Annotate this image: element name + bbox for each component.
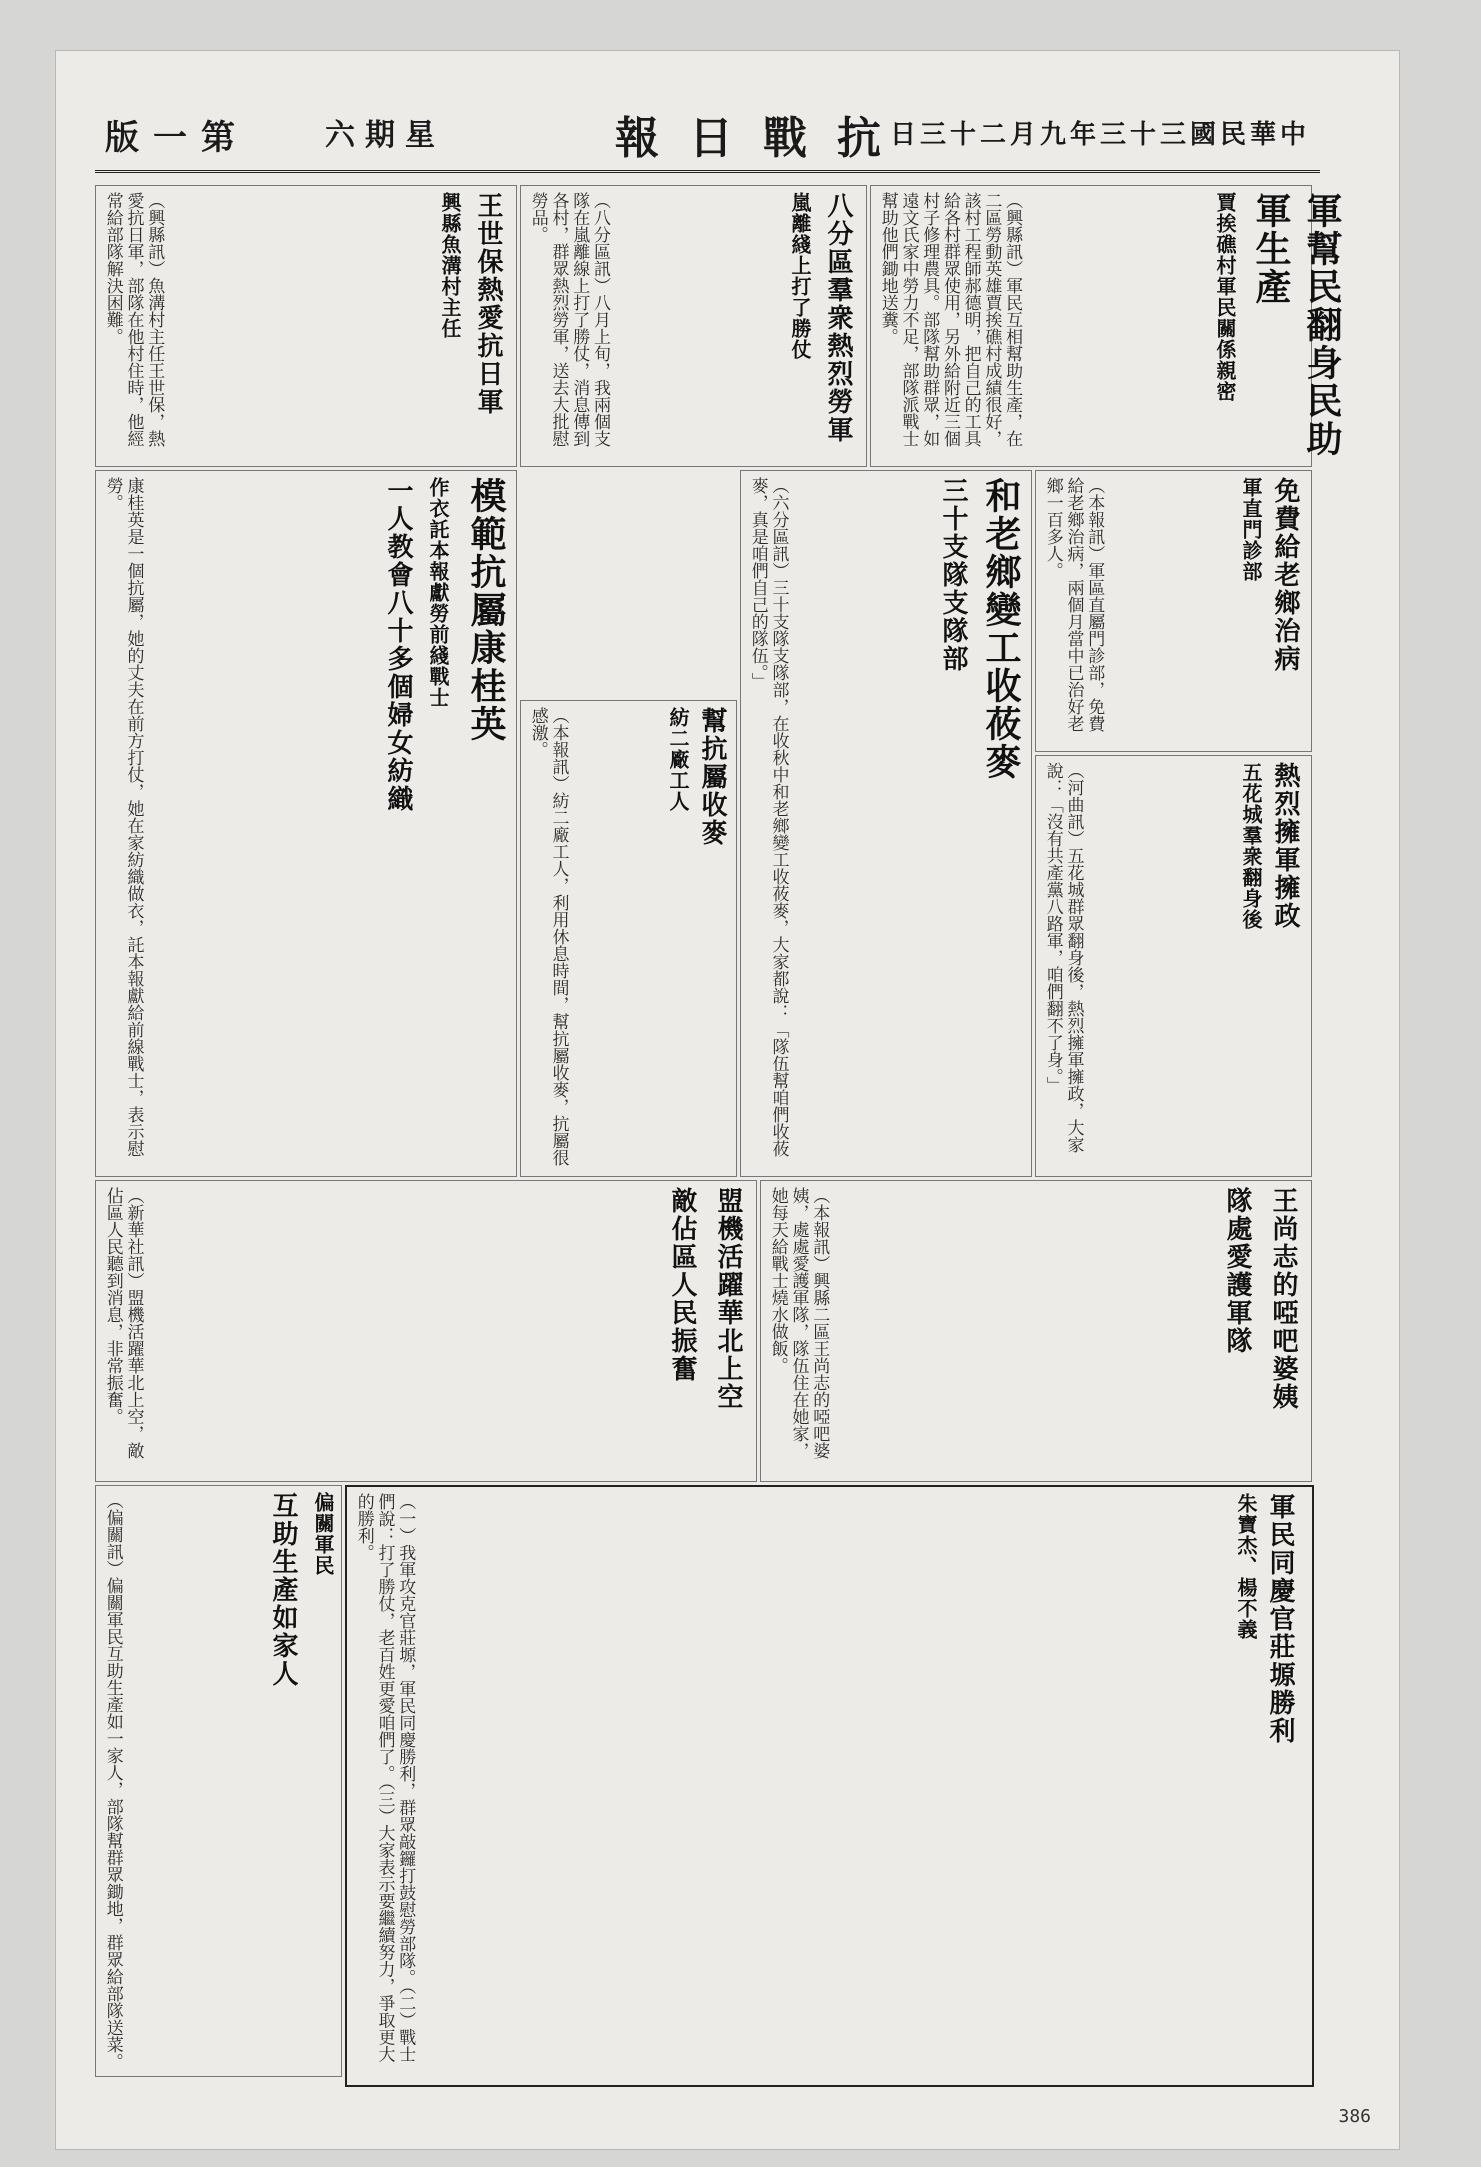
- kicker: 嵐離綫上打了勝仗: [788, 192, 812, 360]
- headline: 幫抗屬收麥: [697, 707, 727, 847]
- headline: 免費給老鄉治病: [1270, 477, 1300, 673]
- article-clinic: [1035, 470, 1312, 752]
- kicker: 興縣魚溝村主任: [438, 192, 462, 339]
- page-label: 版一第: [105, 118, 249, 158]
- article-body: （六分區訊）三十支隊支隊部，在收秋中和老鄉變工收莜麥，大家都說：「隊伍幫咱們收莜麥，真是咱們自己的隊伍。」: [747, 477, 789, 1157]
- headline: 軍幫民翻身民助軍生產: [1250, 192, 1342, 458]
- kicker: 賈挨礁村軍民關係親密: [1213, 192, 1237, 402]
- article-second-textile-factory: [520, 700, 737, 1177]
- headline: 王世保熱愛抗日軍: [473, 192, 503, 416]
- article-allied-planes: [95, 1180, 757, 1482]
- article-body: （本報訊）興縣二區王尚志的啞吧婆姨，處處愛護軍隊，隊伍住在她家，她每天給戰士燒水做飯。: [767, 1187, 830, 1459]
- subheadline: 一人教會八十多個婦女紡織: [383, 477, 413, 813]
- headline: 軍民同慶官莊塬勝利: [1265, 1493, 1295, 1745]
- article-body: （八分區訊）八月上旬，我兩個支隊在嵐離線上打了勝仗，消息傳到各村，群眾熱烈勞軍，送去大批慰勞品。: [527, 192, 610, 447]
- article-body: （興縣訊）軍民互相幫助生產，在二區勞動英雄賈挨礁村成績很好，該村工程師郝德明，把自己的工具給各村群眾使用，另外給附近三個村子修理農具。部隊幫助群眾，如遠文氏家中勞力不足，部隊派戰士幫助他們鋤地送糞。: [877, 192, 1023, 447]
- article-army-helps-people: [870, 185, 1342, 467]
- article-guanzhuangyuan: [345, 1485, 1314, 2087]
- page-number: 386: [1338, 2106, 1371, 2127]
- weekday-label: 六期星: [325, 118, 445, 153]
- masthead: [95, 100, 1320, 173]
- kicker: 作衣託本報獻勞前綫戰士: [426, 477, 450, 708]
- byline: 朱寶杰、楊不義: [1234, 1493, 1258, 1640]
- headline: 八分區羣衆熱烈勞軍: [823, 192, 853, 444]
- kicker: 軍直門診部: [1239, 477, 1263, 582]
- article-wang-shibao: [95, 185, 517, 467]
- article-mute-wife: [760, 1180, 1312, 1482]
- article-body: （偏關訊）偏關軍民互助生產如一家人，部隊幫群眾鋤地，群眾給部隊送菜。: [102, 1492, 123, 2070]
- kicker: 盟機活躍華北上空: [713, 1187, 743, 1411]
- article-body: （本報訊）紡二廠工人，利用休息時間，幫抗屬收麥，抗屬很感激。: [527, 707, 569, 1166]
- kicker: 紡二廠工人: [666, 707, 690, 812]
- headline: 敵佔區人民振奮: [667, 1187, 697, 1383]
- headline: 互助生產如家人: [268, 1492, 298, 1688]
- article-eighth-district: [520, 185, 867, 467]
- article-thirty-detachment: [740, 470, 1032, 1177]
- article-body: （本報訊）軍區直屬門診部，免費給老鄉治病，兩個月當中已治好老鄉一百多人。: [1042, 477, 1105, 732]
- article-body: （興縣訊）魚溝村主任王世保，熱愛抗日軍，部隊在他村住時，他經常給部隊解決困難。: [102, 192, 165, 447]
- headline: 和老鄉變工收莜麥: [980, 477, 1021, 781]
- kicker: 三十支隊支隊部: [938, 477, 968, 673]
- article-body: （新華社訊）盟機活躍華北上空，敵佔區人民聽到消息，非常振奮。: [102, 1187, 144, 1459]
- article-body: 康桂英是一個抗屬，她的丈夫在前方打仗，她在家紡織做衣，託本報獻給前線戰士，表示慰勞。: [102, 477, 144, 1157]
- headline: 熱烈擁軍擁政: [1270, 762, 1300, 930]
- issue-date: 日三十二月九年三十三國民華中: [889, 120, 1310, 150]
- headline: 隊處愛護軍隊: [1222, 1187, 1252, 1355]
- kicker: 王尚志的啞吧婆姨: [1268, 1187, 1298, 1411]
- headline: 模範抗屬康桂英: [465, 477, 506, 743]
- article-pianguan: [95, 1485, 342, 2077]
- kicker: 偏關軍民: [311, 1492, 335, 1576]
- newspaper-title: 報日戰抗: [615, 113, 911, 164]
- article-wuhuacheng: [1035, 755, 1312, 1177]
- article-body: （河曲訊）五花城群眾翻身後，熱烈擁軍擁政，大家說：「沒有共產黨八路軍，咱們翻不了身。」: [1042, 762, 1084, 1153]
- kicker: 五花城羣衆翻身後: [1239, 762, 1263, 930]
- article-body: （一）我軍攻克官莊塬，軍民同慶勝利，群眾敲鑼打鼓慰勞部隊。（二）戰士們說：打了勝仗，老百姓更愛咱們了。（三）大家表示要繼續努力，爭取更大的勝利。: [353, 1493, 416, 2063]
- article-kang-guiying: [95, 470, 517, 1177]
